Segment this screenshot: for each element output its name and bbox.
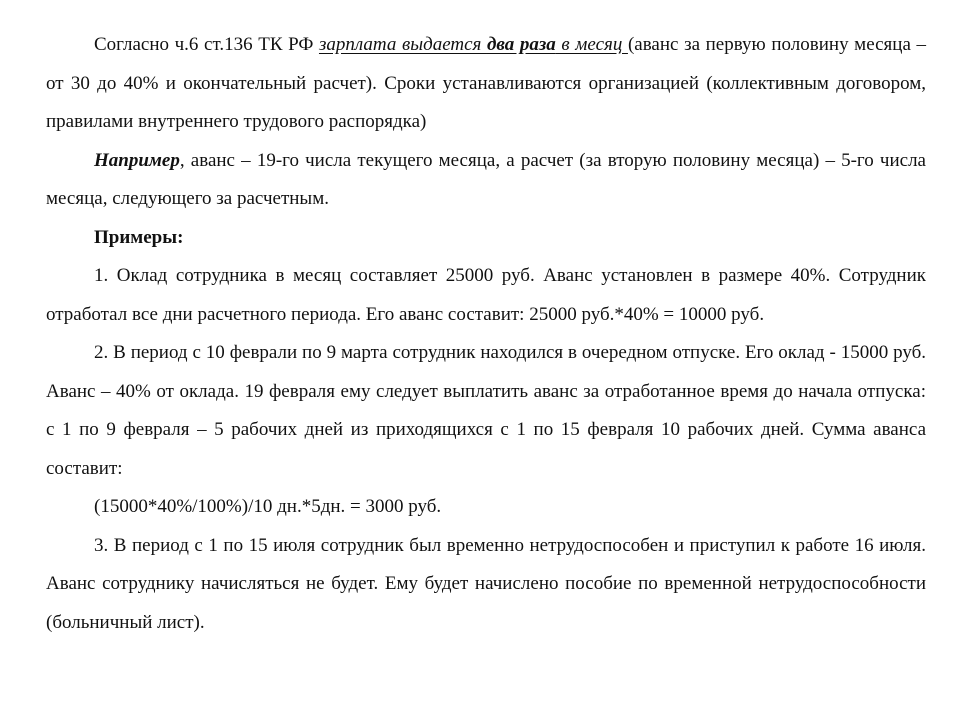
salary-rule-rest: (аванс за первую половину месяца – от 30 до 40% и окончательный расчет). Сроки устанавливаются организацией (коллективным договором, правилами внутреннего трудового распорядка) — [46, 34, 926, 132]
example-1: 1. Оклад сотрудника в месяц составляет 25000 руб. Аванс установлен в размере 40%. Сотрудник отработал все дни расчетного периода. Его аванс составит: 25000 руб.*40% = 10000 руб. — [46, 265, 926, 325]
paragraph-salary-rule — [46, 26, 926, 142]
emphasis-text-1: зарплата выдается — [318, 34, 487, 55]
example-text: , аванс – 19-го числа текущего месяца, а расчет (за вторую половину месяца) – 5-го числа месяца, следующего за расчетным. — [46, 149, 926, 209]
emphasis-text-2: в месяц — [555, 34, 628, 55]
example-2-formula: (15000*40%/100%)/10 дн.*5дн. = 3000 руб. — [94, 496, 442, 517]
example-lead: Например — [94, 149, 180, 171]
example-2: 2. В период с 10 феврали по 9 марта сотрудник находился в очередном отпуске. Его оклад - 15000 руб. Аванс – 40% от оклада. 19 февраля ему следует выплатить аванс за отработанное время до начала отпуска: с 1 по 9 февраля – 5 рабочих дней из приходящихся с 1 по 15 февраля 10 рабочих дней. Сумма аванса составит: — [46, 342, 926, 479]
examples-heading: Примеры: — [94, 226, 184, 248]
emphasis-bold: два раза — [486, 34, 556, 55]
salary-rule-emphasis — [319, 34, 628, 55]
salary-rule-lead: Согласно ч.6 ст.136 ТК РФ — [94, 34, 319, 55]
example-3: 3. В период с 1 по 15 июля сотрудник был временно нетрудоспособен и приступил к работе 16 июля. Аванс сотруднику начисляться не будет. Ему будет начислено пособие по временной нетрудоспособности (больничный лист). — [46, 534, 926, 633]
document-body — [46, 26, 926, 642]
paragraph-example-dates — [46, 142, 926, 219]
